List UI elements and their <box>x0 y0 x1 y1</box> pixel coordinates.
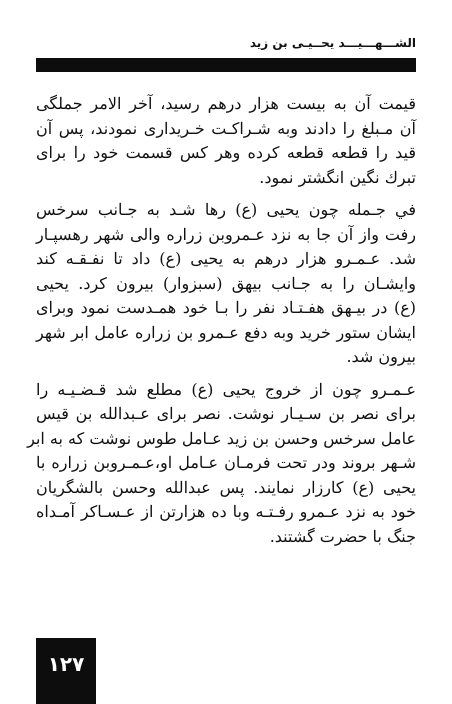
text-line: آن مـبلغ را دادند وبه شـراكـت خـريدارى نمودند، پس آن <box>36 118 416 138</box>
header-rule <box>36 58 416 72</box>
page-number: ١٢٧ <box>47 652 85 676</box>
paragraph-2 <box>36 198 416 370</box>
paragraph-1 <box>36 92 416 190</box>
text-line: براى نصر بن سـيـار نوشت. نصر براى عـبدالله بن قيس <box>36 404 416 423</box>
text-line: رفت واز آن جا به نزد عـمروبن زراره والى شهر رهسپـار <box>36 224 416 244</box>
text-line: في جـمله چون يحيى (ع) رها شـد به جـانب سرخس <box>36 200 416 219</box>
text-line: خود به نزد عـمرو رفـتـه وبا ده هزارتن از عـسـاكر آمـداه <box>36 502 416 521</box>
paragraph-3 <box>27 378 416 550</box>
text-line: عـمـرو چون از خروج يحيى (ع) مطلع شد قـضـيـه را <box>36 379 416 399</box>
page-number-box <box>36 638 96 704</box>
text-line: (ع) در بيـهق هفـتـاد نفر را بـا خود همـدست نمود وبراى <box>36 298 416 317</box>
text-line: ايشان ستور خريد وبه دفع عـمرو بن زراره عامل ابر شهر <box>36 322 416 342</box>
text-line: يحيى (ع) كارزار نمايند. پس عبدالله وحسن بالشگريان <box>36 477 416 497</box>
text-line: عامل سرخس وحسن بن زيد عـامل طوس نوشت كه به ابر <box>27 428 416 448</box>
text-line: قيد را قطعه قطعه كرده وهر كس قسمت خود را براى <box>36 143 416 162</box>
text-line: جنگ با حضرت گشتند. <box>269 526 416 546</box>
body-text <box>27 92 416 557</box>
text-line: شد. عـمـرو هزار درهم به يحيى (ع) داد تا نفـقـه كند <box>36 249 416 268</box>
text-line: قيمت آن به بيست هزار درهم رسيد، آخر الامر جملگى <box>36 94 416 113</box>
text-line: وايشـان را به جـانب بيهق (سبزوار) بيرون كرد. يحيى <box>36 273 416 293</box>
running-title: الشـــهـــيـــد يحــيـى بن زيد <box>249 36 416 50</box>
text-line: بيرون شد. <box>346 347 416 366</box>
text-line: تبرك نگين انگشتر نمود. <box>259 167 416 187</box>
text-line: شـهر بروند ودر تحت فرمـان عـامل او،عـمـروبن زراره با <box>36 453 416 472</box>
